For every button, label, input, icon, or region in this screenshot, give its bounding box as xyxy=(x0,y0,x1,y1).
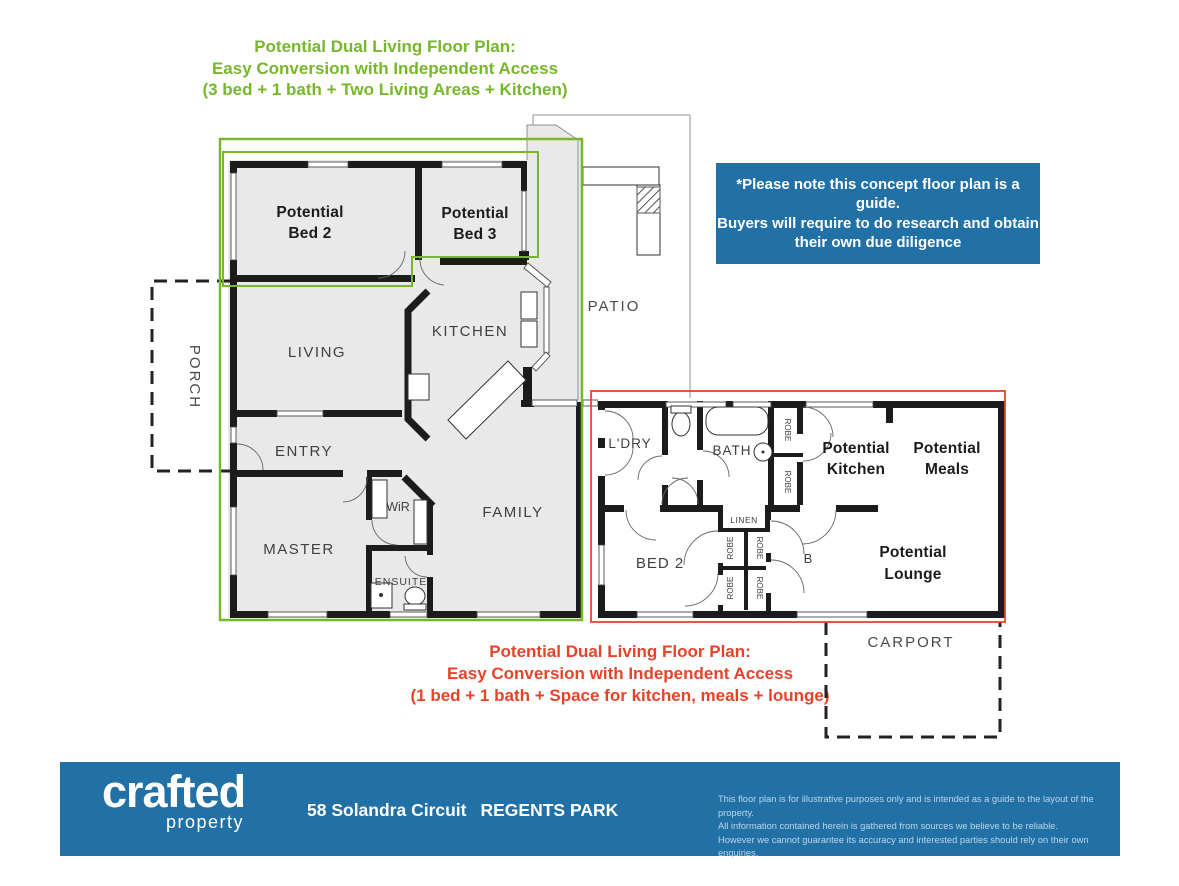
label-bed2-right: BED 2 xyxy=(635,555,685,572)
wir-shelving-left xyxy=(372,480,387,518)
label-potential-kitchen-line2: Kitchen xyxy=(826,461,886,478)
label-potential-meals-line2: Meals xyxy=(924,461,970,478)
property-address xyxy=(307,800,618,821)
note-line3: their own due diligence xyxy=(794,234,962,251)
living-niche xyxy=(408,374,429,400)
red-heading-line1: Potential Dual Living Floor Plan: xyxy=(489,642,751,661)
label-robe-3: ROBE xyxy=(726,536,735,560)
bbq-grill xyxy=(637,187,660,213)
label-potential-lounge-line2: Lounge xyxy=(884,566,942,583)
label-robe-6: ROBE xyxy=(755,576,764,600)
note-line2: Buyers will require to do research and obtain xyxy=(717,214,1039,232)
wc-toilet xyxy=(672,412,690,436)
kitchen-oven-tower xyxy=(521,292,537,319)
red-heading-line2: Easy Conversion with Independent Access xyxy=(446,664,794,683)
disclaimer-line2: All information contained herein is gathered from sources we believe to be reliable. xyxy=(718,821,1059,831)
label-carport: CARPORT xyxy=(867,634,955,651)
red-heading-line3: (1 bed + 1 bath + Space for kitchen, meals + lounge) xyxy=(410,686,830,705)
label-porch: PORCH xyxy=(186,344,203,410)
footer-bar xyxy=(60,762,1120,856)
kitchen-counter xyxy=(521,321,537,347)
label-bath: BATH xyxy=(712,443,752,458)
label-wir: WiR xyxy=(386,500,410,514)
label-potential-kitchen-line1: Potential xyxy=(822,440,890,457)
street-address: 58 Solandra Circuit xyxy=(307,800,467,820)
label-living: LIVING xyxy=(287,344,347,361)
label-partial-letter: B xyxy=(803,551,813,566)
label-ensuite: ENSUITE xyxy=(374,576,428,588)
ensuite-toilet xyxy=(405,587,425,605)
label-potential-bed2-line2: Bed 2 xyxy=(288,225,332,242)
label-master: MASTER xyxy=(263,541,335,558)
disclaimer-line1: This floor plan is for illustrative purposes only and is intended as a guide to the layout of the property. xyxy=(718,794,1094,818)
label-entry: ENTRY xyxy=(274,443,334,460)
bath-tub xyxy=(706,407,768,435)
label-potential-bed3-line1: Potential xyxy=(441,205,509,222)
label-robe-5: ROBE xyxy=(726,576,735,600)
patio-bench xyxy=(583,167,660,255)
green-heading-line3: (3 bed + 1 bath + Two Living Areas + Kitchen) xyxy=(202,80,568,99)
label-family: FAMILY xyxy=(482,504,544,521)
label-robe-2: ROBE xyxy=(783,470,792,494)
label-laundry: L'DRY xyxy=(608,436,652,451)
green-heading-line1: Potential Dual Living Floor Plan: xyxy=(254,37,516,56)
disclaimer-line3: However we cannot guarantee its accuracy and interested parties should rely on their own enquiries. xyxy=(718,834,1089,858)
wir-shelving-right xyxy=(414,500,427,544)
logo-subtitle: property xyxy=(166,812,245,832)
label-potential-bed2-line1: Potential xyxy=(276,204,344,221)
label-robe-4: ROBE xyxy=(755,536,764,560)
label-potential-meals-line1: Potential xyxy=(913,440,981,457)
label-robe-1: ROBE xyxy=(783,418,792,442)
note-line1: *Please note this concept floor plan is a guide. xyxy=(736,175,1020,212)
label-kitchen: KITCHEN xyxy=(431,323,509,340)
label-potential-lounge-line1: Potential xyxy=(879,544,947,561)
label-potential-bed3-line2: Bed 3 xyxy=(453,226,497,243)
footer-disclaimer xyxy=(718,793,1122,861)
crafted-property-logo xyxy=(102,768,245,833)
label-patio: PATIO xyxy=(587,298,641,315)
logo-wordmark: crafted xyxy=(102,766,246,817)
label-linen: LINEN xyxy=(730,515,758,525)
suburb: REGENTS PARK xyxy=(480,800,619,820)
green-heading-line2: Easy Conversion with Independent Access xyxy=(211,58,559,78)
